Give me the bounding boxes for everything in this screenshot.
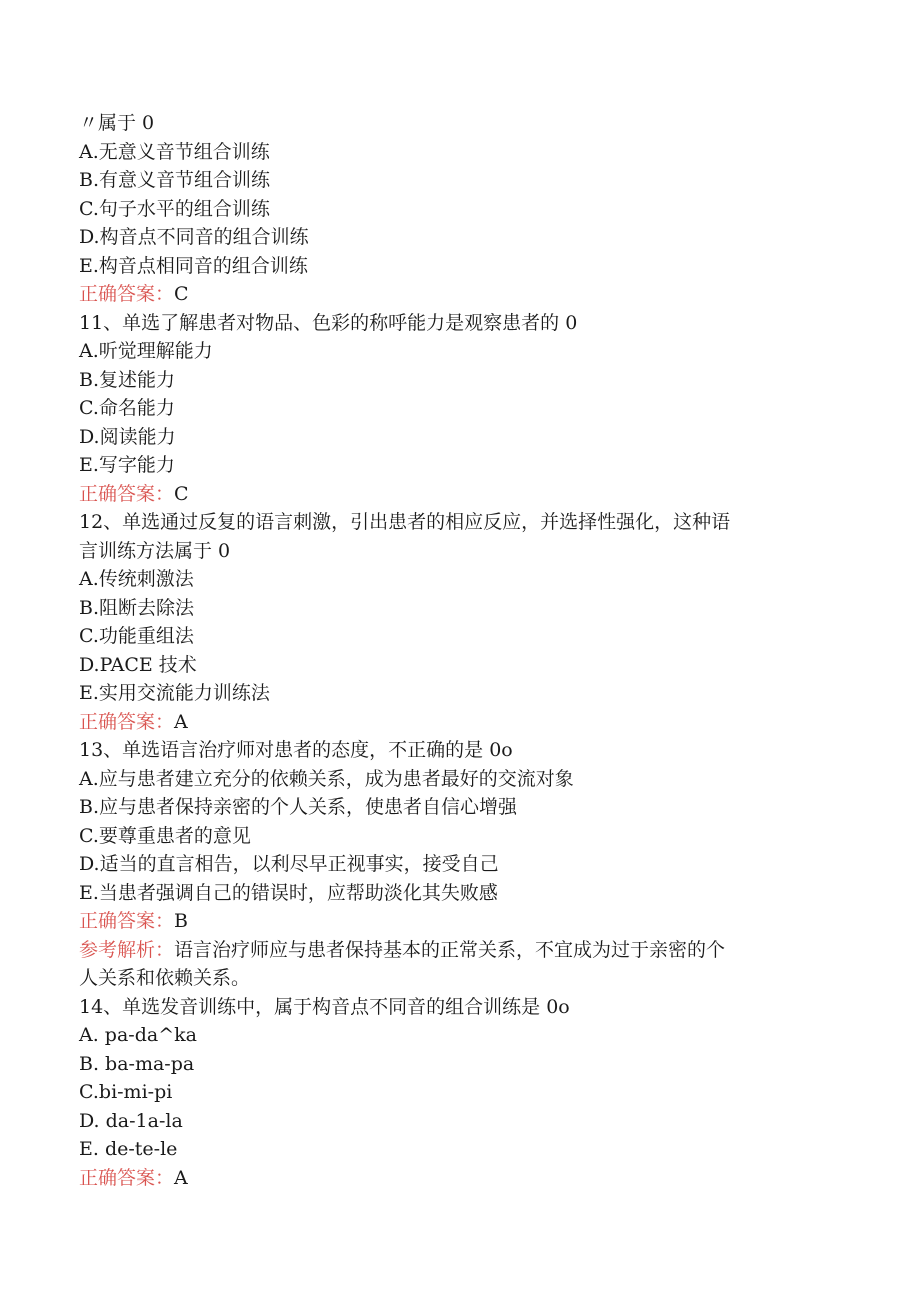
document-page [79, 109, 839, 1192]
analysis-label: 参考解析： [79, 938, 175, 961]
option-a: A.应与患者建立充分的依赖关系，成为患者最好的交流对象 [79, 767, 574, 790]
question-14 [79, 993, 839, 1193]
option-b: B.阻断去除法 [79, 596, 195, 619]
answer-value: C [174, 482, 189, 505]
option-a: A. pa-da^ka [79, 1024, 197, 1046]
question-stem: 〃属于 0 [79, 112, 155, 134]
answer-value: B [174, 910, 188, 932]
question-10 [79, 109, 839, 309]
option-b: B.应与患者保持亲密的个人关系，使患者自信心增强 [79, 796, 518, 818]
answer-label: 正确答案： [79, 710, 175, 733]
answer-label: 正确答案： [79, 482, 175, 505]
option-c: C.要尊重患者的意见 [79, 824, 251, 847]
correct-answer [79, 280, 839, 309]
option-c: C.bi-mi-pi [79, 1081, 173, 1103]
answer-value: C [174, 283, 189, 305]
option-c: C.句子水平的组合训练 [79, 197, 270, 220]
question-12 [79, 508, 839, 736]
option-d: D.阅读能力 [79, 425, 176, 448]
option-a: A.无意义音节组合训练 [79, 140, 270, 163]
option-c: C.命名能力 [79, 397, 175, 419]
option-e: E. de-te-le [79, 1138, 178, 1160]
option-e: E.当患者强调自己的错误时，应帮助淡化其失败感 [79, 881, 498, 904]
question-13 [79, 736, 839, 993]
question-stem: 14、单选发音训练中，属于构音点不同音的组合训练是 0o [79, 995, 570, 1018]
analysis-line-1 [79, 936, 839, 965]
correct-answer [79, 708, 839, 737]
correct-answer [79, 480, 839, 509]
option-d: D.适当的直言相告，以利尽早正视事实，接受自己 [79, 853, 499, 875]
question-stem-line-1: 12、单选通过反复的语言刺激，引出患者的相应反应，并选择性强化，这种语 [79, 511, 731, 533]
option-a: A.听觉理解能力 [79, 340, 213, 362]
answer-value: A [174, 710, 188, 733]
option-e: E.构音点相同音的组合训练 [79, 254, 308, 277]
correct-answer [79, 1164, 839, 1193]
option-a: A.传统刺激法 [79, 568, 194, 590]
option-d: D.PACE 技术 [79, 653, 197, 676]
answer-label: 正确答案： [79, 1166, 175, 1189]
answer-label: 正确答案： [79, 910, 175, 932]
question-stem: 11、单选了解患者对物品、色彩的称呼能力是观察患者的 0 [79, 311, 578, 334]
option-b: B.有意义音节组合训练 [79, 169, 271, 191]
option-c: C.功能重组法 [79, 625, 194, 647]
correct-answer [79, 907, 839, 936]
option-e: E.写字能力 [79, 454, 175, 476]
option-d: D.构音点不同音的组合训练 [79, 226, 309, 248]
option-e: E.实用交流能力训练法 [79, 682, 270, 704]
analysis-line-2: 人关系和依赖关系。 [79, 967, 251, 989]
option-d: D. da-1a-la [79, 1109, 183, 1132]
answer-label: 正确答案： [79, 283, 175, 305]
analysis-text: 语言治疗师应与患者保持基本的正常关系，不宜成为过于亲密的个 [174, 938, 726, 961]
option-b: B.复述能力 [79, 368, 176, 391]
option-b: B. ba-ma-pa [79, 1052, 195, 1075]
question-stem-line-2: 言训练方法属于 0 [79, 539, 231, 562]
question-stem: 13、单选语言治疗师对患者的态度，不正确的是 0o [79, 739, 513, 761]
question-11 [79, 309, 839, 509]
answer-value: A [174, 1166, 188, 1189]
